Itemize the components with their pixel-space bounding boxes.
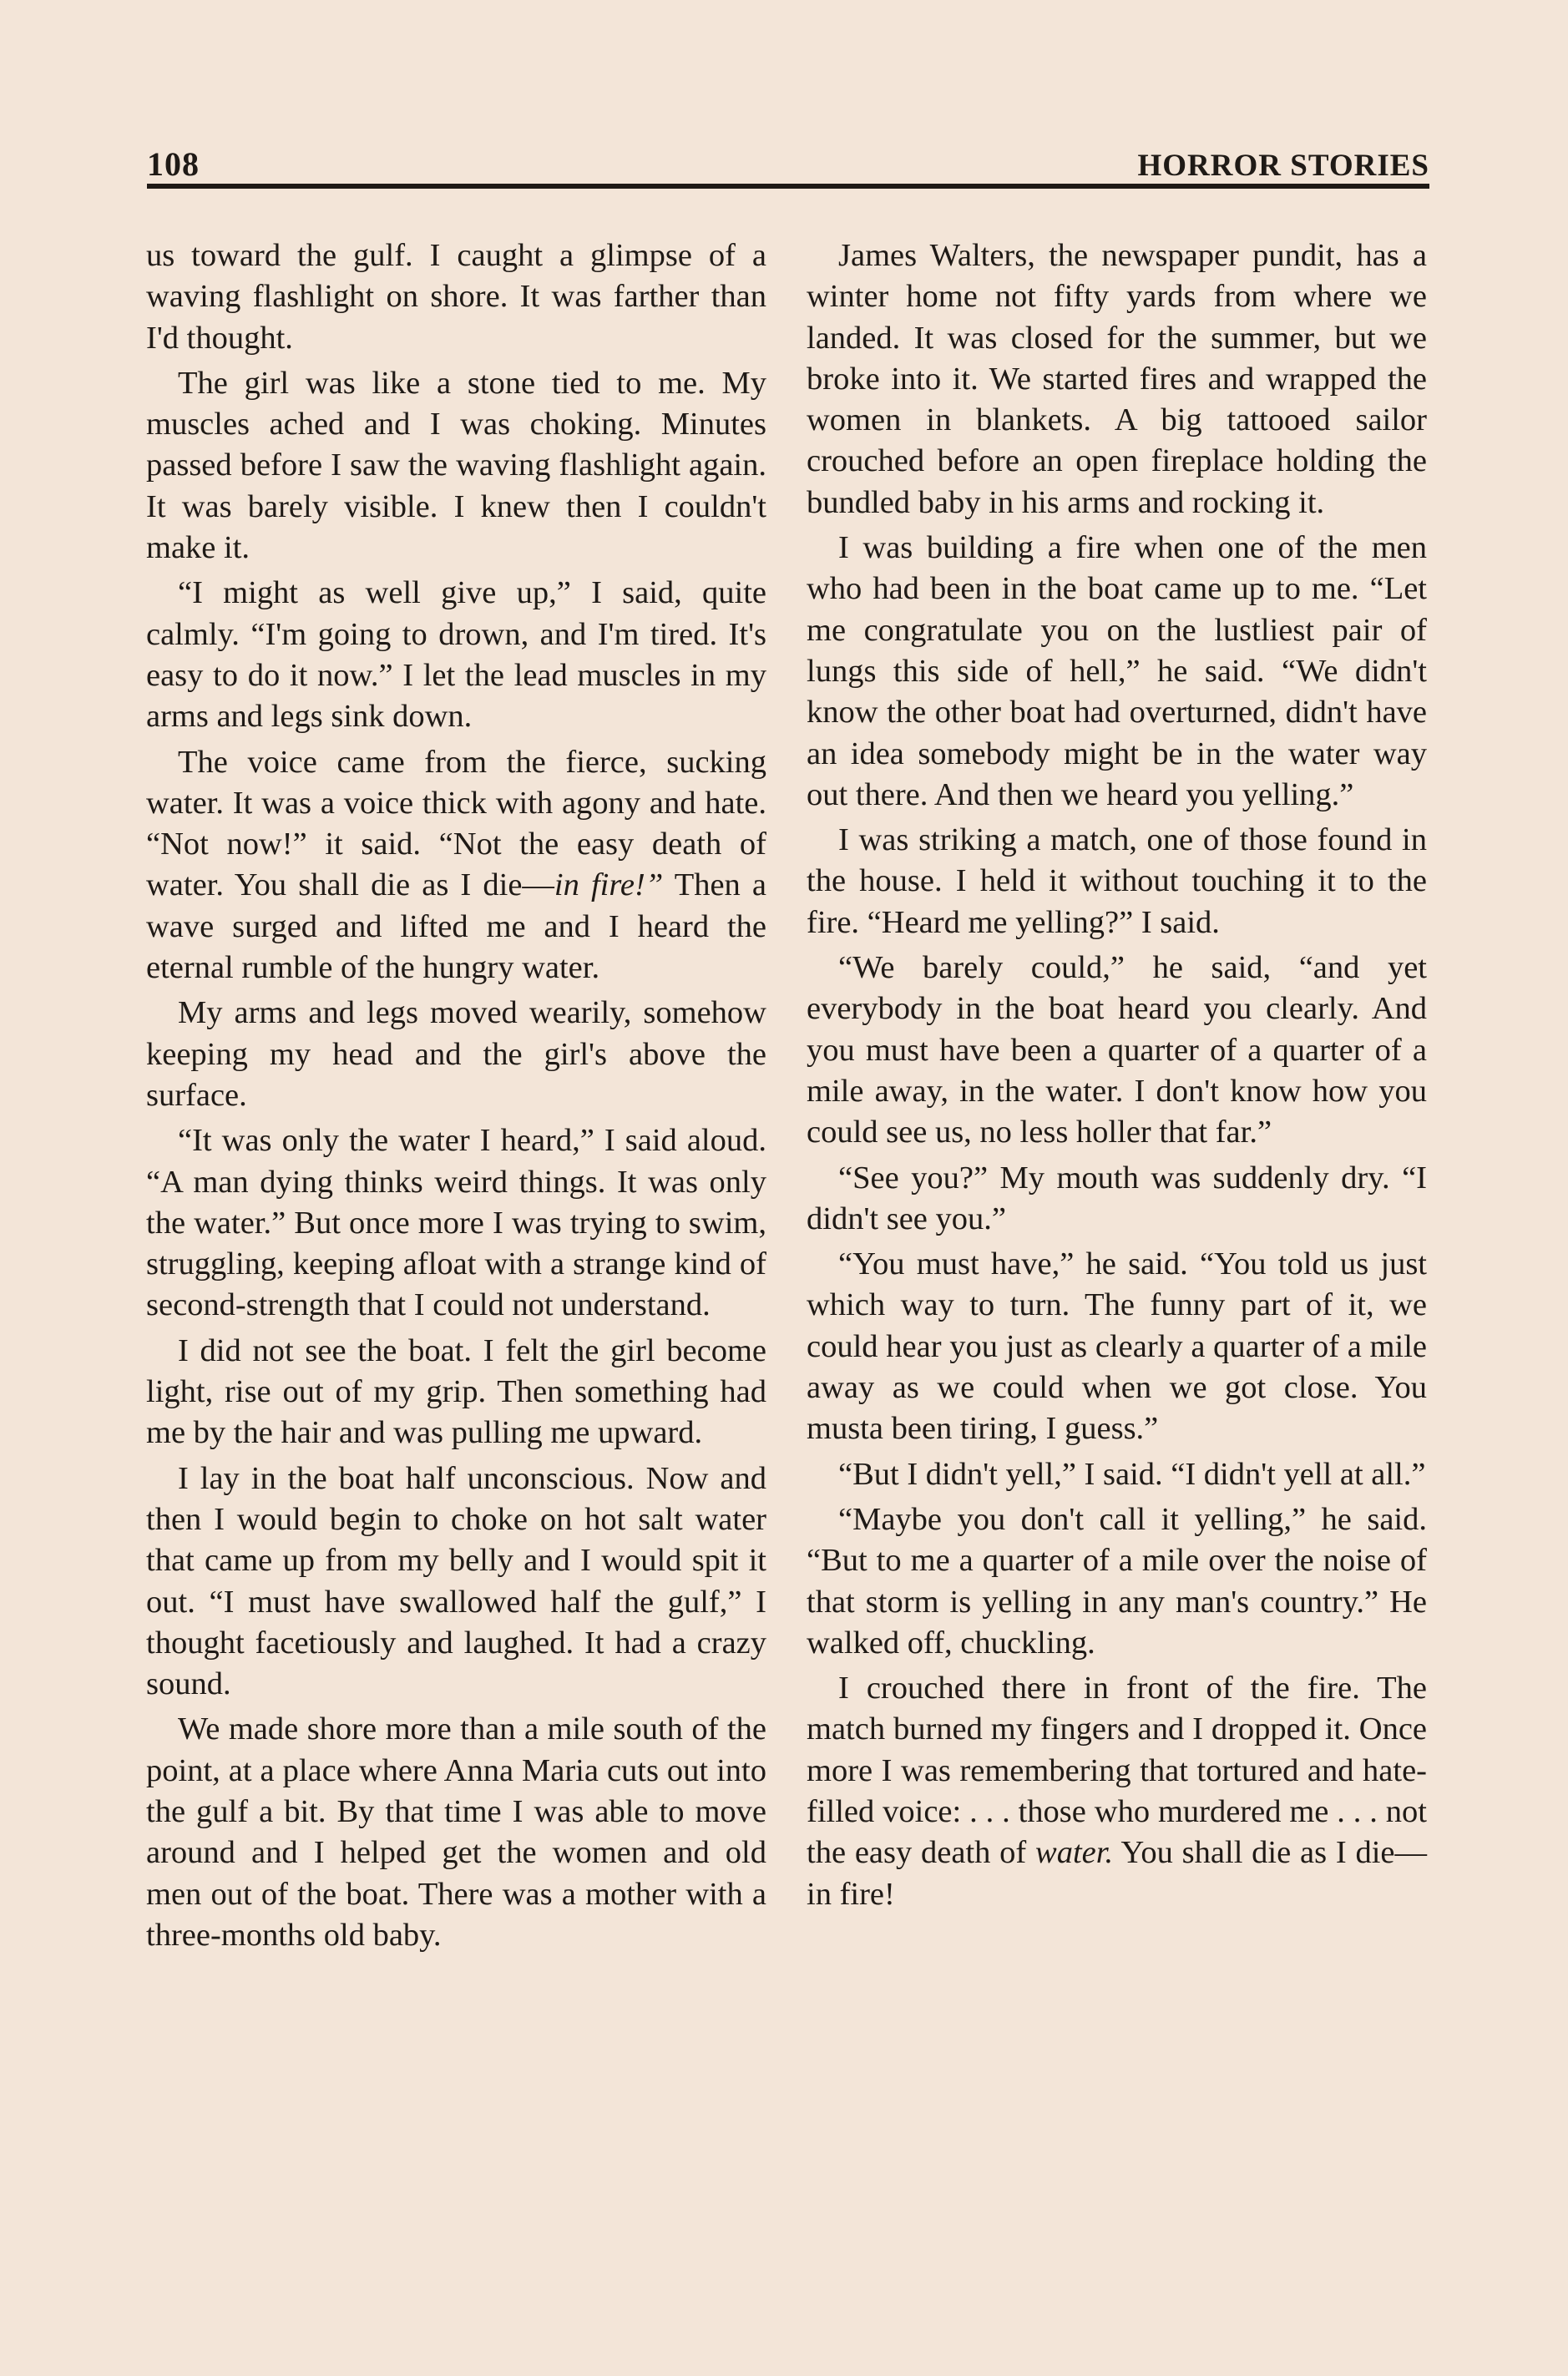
header-rule — [147, 184, 1429, 189]
right-column — [807, 235, 1427, 1919]
paragraph: The girl was like a stone tied to me. My muscles ached and I was choking. Minutes passed before I saw the waving flashlight again. It was barely visible. I knew then I couldn't make it. — [146, 365, 766, 566]
paragraph-text: Then a wave surged and lifted me and I heard the eternal rumble of the hungry water. — [146, 867, 767, 986]
paragraph: I was striking a match, one of those found in the house. I held it without touching it to the fire. “Heard me yelling?” I said. — [807, 822, 1427, 940]
paragraph: James Walters, the newspaper pundit, has a winter home not fifty yards from where we landed. It was closed for the summer, but we broke into it. We started fires and wrapped the women in blankets. A big tattooed sailor crouched before an open fireplace holding the bundled baby in his arms and rocking it. — [807, 238, 1427, 520]
paragraph: I was building a fire when one of the men who had been in the boat came up to me. “Let me congratulate you on the lustliest pair of lungs this side of hell,” he said. “We didn't know the other boat had overturned, didn't have an idea somebody might be in the water way out there. And then we heard you yelling.” — [807, 530, 1427, 812]
page-number: 108 — [147, 145, 200, 183]
paragraph — [807, 1668, 1427, 1915]
left-column — [146, 235, 766, 1960]
paragraph: “But I didn't yell,” I said. “I didn't yell at all.” — [838, 1456, 1426, 1492]
italic-text: in fire!” — [554, 867, 664, 903]
paragraph: “It was only the water I heard,” I said aloud. “A man dying thinks weird things. It was only the water.” But once more I was trying to swim, struggling, keeping afloat with a strange kind of second-strength that I could not understand. — [146, 1123, 766, 1323]
paragraph: “I might as well give up,” I said, quite calmly. “I'm going to drown, and I'm tired. It's easy to do it now.” I let the lead muscles in my arms and legs sink down. — [146, 575, 766, 735]
paragraph: “Maybe you don't call it yelling,” he said. “But to me a quarter of a mile over the noise of that storm is yelling in any man's country.” He walked off, chuckling. — [807, 1501, 1427, 1661]
paragraph: “See you?” My mouth was suddenly dry. “I didn't see you.” — [807, 1160, 1427, 1236]
running-title: HORROR STORIES — [1137, 149, 1429, 183]
paragraph: I lay in the boat half unconscious. Now and then I would begin to choke on hot salt water that came up from my belly and I would spit it out. “I must have swallowed half the gulf,” I thought facetiously and laughed. It had a crazy sound. — [146, 1460, 766, 1702]
paragraph: My arms and legs moved wearily, somehow keeping my head and the girl's above the surface. — [146, 995, 766, 1113]
paragraph: “We barely could,” he said, “and yet everybody in the boat heard you clearly. And you must have been a quarter of a quarter of a mile away, in the water. I don't know how you could see us, no less holler that far.” — [807, 950, 1427, 1150]
paragraph: We made shore more than a mile south of the point, at a place where Anna Maria cuts out into the gulf a bit. By that time I was able to move around and I helped get the women and old men out of the boat. There was a mother with a three-months old baby. — [146, 1711, 766, 1953]
paragraph-text: The voice came from the fierce, sucking water. It was a voice thick with agony and hate. “Not now!” it said. “Not the easy death of water. You shall die as I die— — [146, 744, 766, 903]
italic-text: water. — [1035, 1835, 1114, 1871]
page-header — [147, 134, 1429, 184]
paragraph — [146, 742, 766, 989]
paragraph: I did not see the boat. I felt the girl become light, rise out of my grip. Then something had me by the hair and was pulling me upward. — [146, 1332, 766, 1451]
paragraph: us toward the gulf. I caught a glimpse of a waving flashlight on shore. It was farther than I'd thought. — [146, 238, 766, 356]
paragraph-text: You shall die as I die—in fire! — [807, 1835, 1427, 1912]
paragraph: “You must have,” he said. “You told us just which way to turn. The funny part of it, we could hear you just as clearly a quarter of a mile away as we could when we got close. You musta been tiring, I guess.” — [807, 1246, 1427, 1447]
paragraph-text: I crouched there in front of the fire. The match burned my fingers and I dropped it. Once more I was remembering that tortured and hate-filled voice: . . . those who murdered me . . . not the easy death of — [807, 1671, 1427, 1871]
